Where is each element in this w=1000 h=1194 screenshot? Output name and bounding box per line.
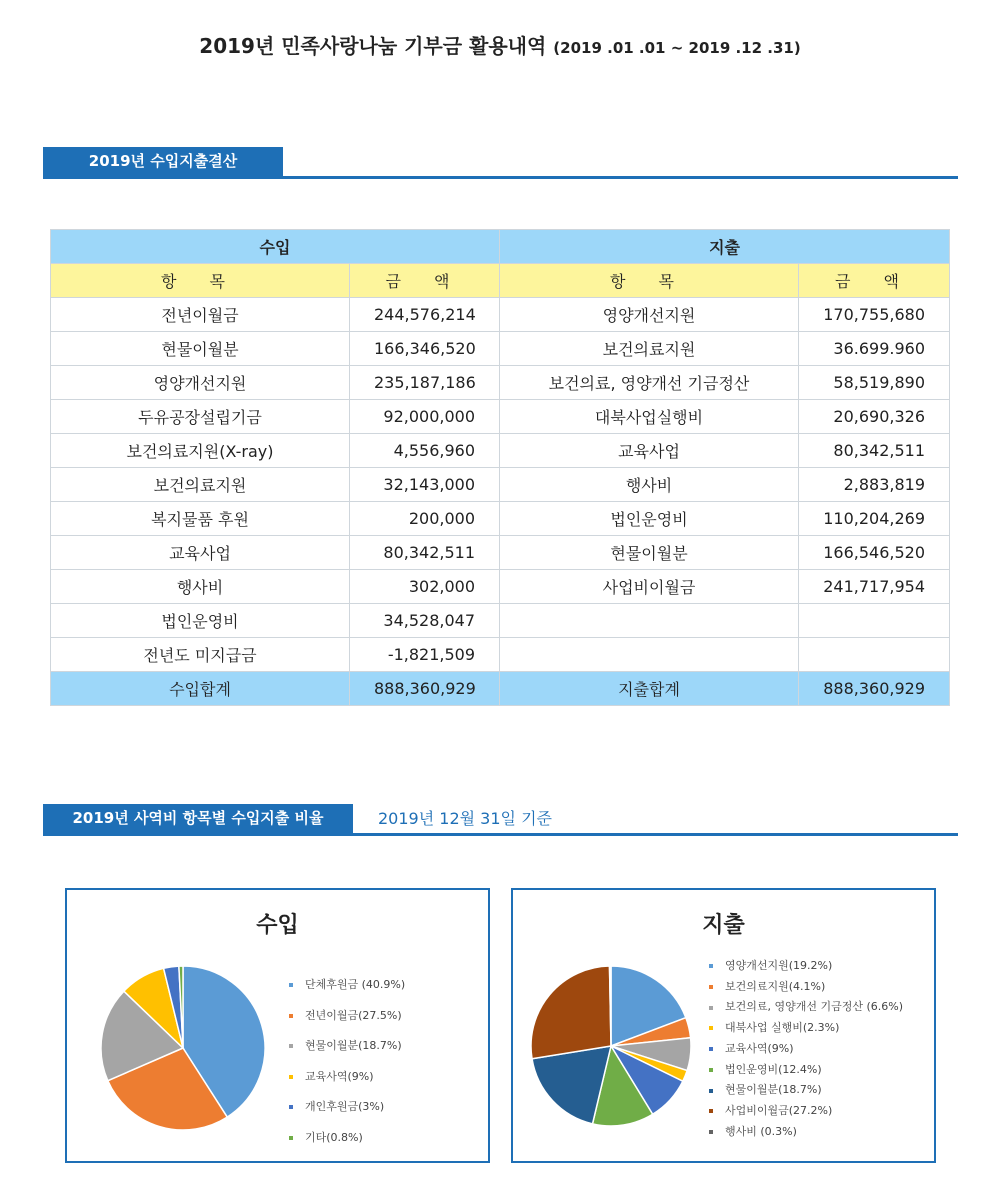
page-title [0,30,1000,59]
page-title-text: 2019년 민족사랑나눔 기부금 활용내역 [199,34,547,58]
income-col-item: 항 목 [51,264,350,298]
expense-item: 행사비 [500,468,799,502]
income-item: 복지물품 후원 [51,502,350,536]
expense-amount [799,604,950,638]
expense-item: 현물이월분 [500,536,799,570]
legend-label: 법인운영비(12.4%) [725,1062,822,1076]
legend-marker-icon [289,1014,293,1018]
legend-marker-icon [289,1105,293,1109]
table-total-row [51,672,950,706]
expense-item: 보건의료, 영양개선 기금정산 [500,366,799,400]
legend-label: 교육사역(9%) [725,1041,794,1055]
expense-amount [799,638,950,672]
section-title-ratio: 2019년 사역비 항목별 수입지출 비율 [43,804,353,833]
expense-amount: 110,204,269 [799,502,950,536]
income-amount: -1,821,509 [350,638,500,672]
income-item: 현물이월분 [51,332,350,366]
legend-marker-icon [289,983,293,987]
income-item: 보건의료지원 [51,468,350,502]
expense-amount: 241,717,954 [799,570,950,604]
legend-item [709,977,903,998]
income-total-label: 수입합계 [51,672,350,706]
expense-item [500,604,799,638]
expense-amount: 20,690,326 [799,400,950,434]
income-total-amount: 888,360,929 [350,672,500,706]
legend-marker-icon [289,1136,293,1140]
legend-marker-icon [709,964,713,968]
expense-item [500,638,799,672]
income-chart [65,888,490,1163]
legend-label: 교육사역(9%) [305,1069,374,1083]
page-period: (2019 .01 .01 ~ 2019 .12 .31) [553,39,801,57]
income-col-amount: 금 액 [350,264,500,298]
legend-item [709,1060,903,1081]
expense-amount: 58,519,890 [799,366,950,400]
legend-label: 행사비 (0.3%) [725,1124,797,1138]
legend-label: 개인후원금(3%) [305,1100,385,1113]
legend-item [289,1123,405,1154]
legend-marker-icon [709,1026,713,1030]
legend-item [289,970,405,1001]
income-item: 보건의료지원(X-ray) [51,434,350,468]
legend-item [709,1080,903,1101]
legend-item [289,1031,405,1062]
expense-col-item: 항 목 [500,264,799,298]
legend-label: 현물이월분(18.7%) [305,1039,402,1052]
table-row [51,536,950,570]
legend-item [709,1018,903,1039]
expense-amount: 36.699.960 [799,332,950,366]
income-item: 법인운영비 [51,604,350,638]
legend-label: 현물이월분(18.7%) [725,1083,822,1097]
income-item: 전년이월금 [51,298,350,332]
income-amount: 4,556,960 [350,434,500,468]
expense-amount: 166,546,520 [799,536,950,570]
income-item: 전년도 미지급금 [51,638,350,672]
income-legend [289,970,405,1153]
income-amount: 166,346,520 [350,332,500,366]
legend-marker-icon [709,1068,713,1072]
section-header-settlement [43,147,958,179]
income-amount: 302,000 [350,570,500,604]
table-group-header [51,230,950,264]
section-title-settlement: 2019년 수입지출결산 [43,147,283,176]
income-header: 수입 [51,230,500,264]
table-row [51,604,950,638]
legend-label: 전년이월금(27.5%) [305,1008,402,1022]
legend-marker-icon [289,1075,293,1079]
income-item: 교육사업 [51,536,350,570]
table-row [51,298,950,332]
table-column-header [51,264,950,298]
section-note-date: 2019년 12월 31일 기준 [378,809,552,828]
table-row [51,468,950,502]
table-row [51,332,950,366]
legend-marker-icon [709,1089,713,1093]
legend-label: 영양개선지원(19.2%) [725,959,833,972]
legend-item [289,1001,405,1032]
pie-slice-8 [531,966,611,1059]
income-amount: 80,342,511 [350,536,500,570]
legend-item [709,956,903,977]
legend-marker-icon [709,1109,713,1113]
legend-marker-icon [709,1006,713,1010]
legend-item [289,1062,405,1093]
table-row [51,638,950,672]
expense-total-amount: 888,360,929 [799,672,950,706]
expense-amount: 80,342,511 [799,434,950,468]
income-amount: 92,000,000 [350,400,500,434]
income-chart-title: 수입 [256,913,299,938]
expense-item: 사업비이월금 [500,570,799,604]
legend-item [709,1101,903,1122]
legend-label: 대북사업 실행비(2.3%) [725,1021,840,1035]
expense-legend [709,956,903,1142]
income-item: 영양개선지원 [51,366,350,400]
table-row [51,434,950,468]
legend-marker-icon [289,1044,293,1048]
expense-chart [511,888,936,1163]
income-amount: 34,528,047 [350,604,500,638]
legend-marker-icon [709,985,713,989]
legend-label: 사업비이월금(27.2%) [725,1103,833,1117]
settlement-table [50,229,950,706]
expense-item: 영양개선지원 [500,298,799,332]
section-header-ratio [43,804,958,836]
expense-item: 대북사업실행비 [500,400,799,434]
legend-item [289,1092,405,1123]
income-amount: 32,143,000 [350,468,500,502]
expense-header: 지출 [500,230,950,264]
expense-item: 교육사업 [500,434,799,468]
legend-marker-icon [709,1047,713,1051]
expense-total-label: 지출합계 [500,672,799,706]
legend-label: 보건의료, 영양개선 기금정산 (6.6%) [725,1000,904,1014]
expense-item: 법인운영비 [500,502,799,536]
legend-label: 기타(0.8%) [305,1130,363,1144]
legend-label: 단체후원금 (40.9%) [305,978,406,991]
income-pie-svg [67,890,492,1165]
legend-item [709,1122,903,1143]
income-item: 행사비 [51,570,350,604]
expense-amount: 170,755,680 [799,298,950,332]
income-amount: 200,000 [350,502,500,536]
legend-item [709,1039,903,1060]
legend-label: 보건의료지원(4.1%) [725,979,826,993]
expense-chart-title: 지출 [702,913,745,938]
legend-marker-icon [709,1130,713,1134]
legend-item [709,997,903,1018]
table-row [51,400,950,434]
income-amount: 235,187,186 [350,366,500,400]
income-amount: 244,576,214 [350,298,500,332]
table-row [51,570,950,604]
expense-amount: 2,883,819 [799,468,950,502]
table-row [51,502,950,536]
income-item: 두유공장설립기금 [51,400,350,434]
table-row [51,366,950,400]
expense-item: 보건의료지원 [500,332,799,366]
expense-col-amount: 금 액 [799,264,950,298]
